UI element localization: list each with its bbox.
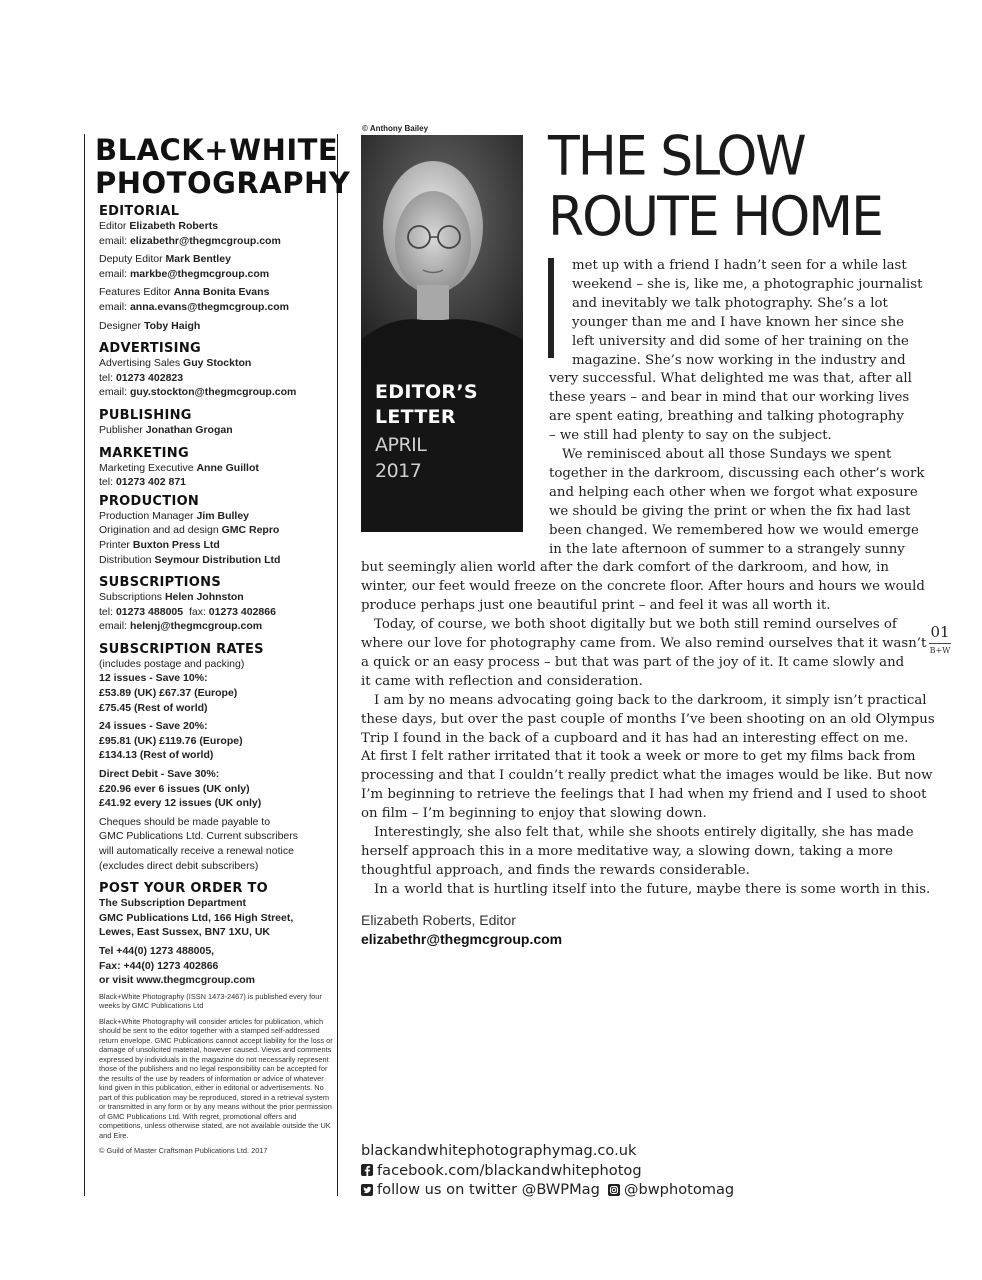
- article-line: At first I felt rather irritated that it took a week or more to get my films back from: [361, 749, 916, 765]
- article-line: In a world that is hurtling itself into the future, maybe there is some worth in this.: [374, 881, 931, 897]
- page-folio: [926, 624, 954, 656]
- post-address-line-2: GMC Publications Ltd, 166 High Street,: [99, 911, 294, 924]
- folio-rule: [929, 643, 951, 644]
- ad-email-line: email: guy.stockton@thegmcgroup.com: [99, 386, 297, 399]
- article-line: We reminisced about all those Sundays we spent: [562, 447, 892, 462]
- article-line: magazine. She’s now working in the industry and: [572, 352, 906, 368]
- subscriptions-heading: SUBSCRIPTIONS: [99, 575, 222, 591]
- logo-line-2: PHOTOGRAPHY: [95, 166, 351, 200]
- copyright-note: © Guild of Master Craftsman Publications Ltd. 2017: [99, 1146, 268, 1156]
- rate-24-line-2: £134.13 (Rest of world): [99, 749, 214, 762]
- ad-email[interactable]: guy.stockton@thegmcgroup.com: [129, 386, 297, 399]
- cheques-line-1: Cheques should be made payable to: [99, 815, 271, 828]
- article-line: younger than me and I have known her since she: [572, 314, 905, 330]
- article-line: these days, but over the past couple of months I’ve been shooting on an old Olympus: [361, 711, 935, 727]
- subscriptions-email-line: email: helenj@thegmcgroup.com: [99, 620, 263, 633]
- cheques-line-4: (excludes direct debit subscribers): [99, 859, 259, 872]
- features-editor-line: Features Editor Anna Bonita Evans: [99, 286, 270, 299]
- instagram-icon: [608, 1184, 620, 1196]
- post-tel: Tel +44(0) 1273 488005,: [99, 944, 215, 957]
- masthead-column: [84, 133, 351, 1196]
- legal-publishing-note: Black+White Photography (ISSN 1473-2467) is published every four weeks by GMC Publications Ltd: [99, 991, 322, 1011]
- article-line: and helping each other when we forgot what exposure: [549, 484, 918, 500]
- editor-portrait: [361, 135, 523, 370]
- folio-label: B+W: [929, 646, 951, 655]
- post-web[interactable]: or visit www.thegmcgroup.com: [99, 974, 255, 987]
- social-line: [361, 1180, 734, 1200]
- production-manager-line: Production Manager Jim Bulley: [99, 509, 250, 522]
- article-line: but seemingly alien world after the dark comfort of the darkroom, and how, in: [361, 560, 889, 576]
- editors-letter-title: EDITOR’S LETTER: [375, 381, 478, 428]
- masthead-credits: [99, 204, 333, 1156]
- page-number: 01: [930, 623, 950, 641]
- editorial-heading: EDITORIAL: [99, 204, 180, 219]
- rate-12-line-2: £75.45 (Rest of world): [99, 701, 208, 714]
- article-line: it came with reflection and consideration.: [361, 673, 643, 689]
- magazine-logo: [95, 133, 351, 200]
- article-line: I’m beginning to retrieve the feelings that I had when my friend and I used to shoot: [361, 787, 927, 803]
- facebook-link[interactable]: [361, 1161, 734, 1181]
- logo-line-1: BLACK+WHITE: [95, 133, 339, 167]
- article-line: Trip I found in the back of a cupboard and it has had an interesting effect on me.: [361, 730, 909, 746]
- deputy-email-line: email: markbe@thegmcgroup.com: [99, 267, 270, 280]
- article-line: been changed. We remembered how we would emerge: [549, 522, 919, 538]
- twitter-label[interactable]: follow us on twitter @BWPMag: [377, 1181, 600, 1198]
- article-line: produce perhaps just one beautiful print – and feel it was all worth it.: [361, 598, 831, 614]
- article-line: are spent eating, breathing and talking photography: [549, 409, 904, 425]
- rate-24-title: 24 issues - Save 20%:: [99, 720, 208, 733]
- article-line: herself approach this in a more meditative way, a slowing down, taking a more: [361, 843, 894, 859]
- article-line: met up with a friend I hadn’t seen for a while last: [572, 258, 907, 273]
- marketing-heading: MARKETING: [99, 445, 189, 461]
- publisher-line: Publisher Jonathan Grogan: [99, 423, 233, 436]
- article-line: Today, of course, we both shoot digitally but we both still remind ourselves of: [374, 617, 897, 633]
- direct-debit-line-1: £20.96 ever 6 issues (UK only): [99, 782, 250, 795]
- publishing-heading: PUBLISHING: [99, 407, 192, 423]
- issue-date: APRIL 2017: [375, 434, 427, 482]
- article-line: together in the darkroom, discussing each other’s work: [549, 465, 925, 481]
- direct-debit-line-2: £41.92 every 12 issues (UK only): [99, 797, 262, 810]
- article-line: winter, our feet would freeze on the concrete floor. After hours and hours we would: [361, 579, 925, 595]
- article-line: these years – and bear in mind that our working lives: [549, 390, 910, 406]
- marketing-line: Marketing Executive Anne Guillot: [99, 461, 259, 474]
- drop-cap-i: [548, 258, 554, 358]
- advertising-heading: ADVERTISING: [99, 341, 201, 357]
- rate-24-line-1: £95.81 (UK) £119.76 (Europe): [99, 734, 243, 747]
- features-email-line: email: anna.evans@thegmcgroup.com: [99, 300, 289, 313]
- headline-line-1: THE SLOW: [548, 124, 805, 188]
- article-line: very successful. What delighted me was that, after all: [549, 371, 912, 387]
- headline-line-2: ROUTE HOME: [548, 185, 883, 249]
- signoff-name: Elizabeth Roberts, Editor: [361, 912, 516, 928]
- marketing-tel-line: tel: 01273 402 871: [99, 476, 187, 489]
- article-line: where our love for photography came from. We also remind ourselves that it wasn’t: [361, 636, 927, 651]
- features-email[interactable]: anna.evans@thegmcgroup.com: [129, 300, 289, 313]
- rates-heading: SUBSCRIPTION RATES: [99, 641, 264, 657]
- deputy-editor-line: Deputy Editor Mark Bentley: [99, 253, 231, 266]
- ad-tel-line: tel: 01273 402823: [99, 371, 184, 384]
- twitter-icon: [361, 1184, 373, 1196]
- cheques-line-3: will automatically receive a renewal notice: [99, 845, 294, 857]
- post-fax: Fax: +44(0) 1273 402866: [99, 959, 219, 972]
- deputy-email[interactable]: markbe@thegmcgroup.com: [129, 267, 270, 280]
- subscriptions-tel-line: tel: 01273 488005 fax: 01273 402866: [99, 605, 276, 618]
- editor-line: Editor Elizabeth Roberts: [99, 220, 219, 232]
- editor-email[interactable]: elizabethr@thegmcgroup.com: [129, 234, 281, 247]
- signoff-email[interactable]: elizabethr@thegmcgroup.com: [361, 931, 563, 947]
- ad-sales-line: Advertising Sales Guy Stockton: [99, 357, 252, 370]
- photo-credit: © Anthony Bailey: [362, 124, 429, 133]
- subscriptions-line: Subscriptions Helen Johnston: [99, 591, 244, 604]
- facebook-icon: [361, 1164, 373, 1176]
- article-line: on film – I’m beginning to enjoy that slowing down.: [361, 806, 707, 822]
- rates-note: (includes postage and packing): [99, 657, 245, 670]
- post-address-line-3: Lewes, East Sussex, BN7 1XU, UK: [99, 926, 270, 939]
- printer-line: Printer Buxton Press Ltd: [99, 538, 220, 551]
- subscriptions-email[interactable]: helenj@thegmcgroup.com: [129, 620, 263, 633]
- post-address-line-1: The Subscription Department: [99, 897, 247, 910]
- rate-12-title: 12 issues - Save 10%:: [99, 672, 208, 685]
- article-line: – we still had plenty to say on the subject.: [549, 428, 832, 444]
- production-heading: PRODUCTION: [99, 493, 200, 509]
- editors-letter-box: [361, 370, 523, 532]
- article-line: left university and did some of her training on the: [572, 333, 909, 349]
- article-line: Interestingly, she also felt that, while she shoots entirely digitally, she has made: [374, 825, 914, 840]
- article-line: I am by no means advocating going back to the darkroom, it simply isn’t practical: [374, 692, 927, 708]
- article-line: processing and that I couldn’t really predict what the images would be like. But now: [361, 768, 933, 784]
- article-headline: [548, 126, 908, 248]
- facebook-label: facebook.com/blackandwhitephotog: [377, 1161, 642, 1179]
- article-line: weekend – she is, like me, a photographic journalist: [572, 276, 923, 292]
- origination-line: Origination and ad design GMC Repro: [99, 524, 280, 537]
- designer-line: Designer Toby Haigh: [99, 319, 201, 332]
- cheques-line-2: GMC Publications Ltd. Current subscribers: [99, 830, 298, 843]
- website-link[interactable]: blackandwhitephotographymag.co.uk: [361, 1142, 637, 1159]
- article-line: in the late afternoon of summer to a strangely sunny: [549, 541, 905, 557]
- instagram-label[interactable]: @bwphotomag: [623, 1181, 735, 1198]
- rate-12-line-1: £53.89 (UK) £67.37 (Europe): [99, 687, 238, 700]
- direct-debit-title: Direct Debit - Save 30%:: [99, 768, 220, 781]
- legal-disclaimer: Black+White Photography will consider articles for publication, which should be sent to the editor together with a stamped self-addressed return envelope. GMC Publications cannot accept liability for the loss or damage of unsolicited material, however caused. Views and comments expressed by individuals in the magazine do not necessarily represent those of the publishers and no legal responsibility can be accepted for the results of the use by readers of information or advice of whatever kind given in this publication, either in editorial or advertisements. No part of this publication may be reproduced, stored in a retrieval system or transmitted in any form or by any means without the prior permission of GMC Publications Ltd. With regret, promotional offers and competitions, unless otherwise stated, are not available outside the UK and Eire.: [99, 1016, 333, 1140]
- article-line: and inevitably we talk photography. She’s a lot: [572, 295, 888, 311]
- post-order-heading: POST YOUR ORDER TO: [99, 881, 269, 897]
- distribution-line: Distribution Seymour Distribution Ltd: [99, 553, 281, 566]
- article-line: thoughtful approach, and finds the rewards considerable.: [361, 862, 750, 878]
- editor-email-line: email: elizabethr@thegmcgroup.com: [99, 234, 281, 247]
- article-line: we should be giving the print or when the fix had last: [549, 503, 911, 519]
- footer-links: [361, 1141, 734, 1200]
- article-line: a quick or an easy process – but that was part of the joy of it. It came slowly and: [361, 654, 905, 670]
